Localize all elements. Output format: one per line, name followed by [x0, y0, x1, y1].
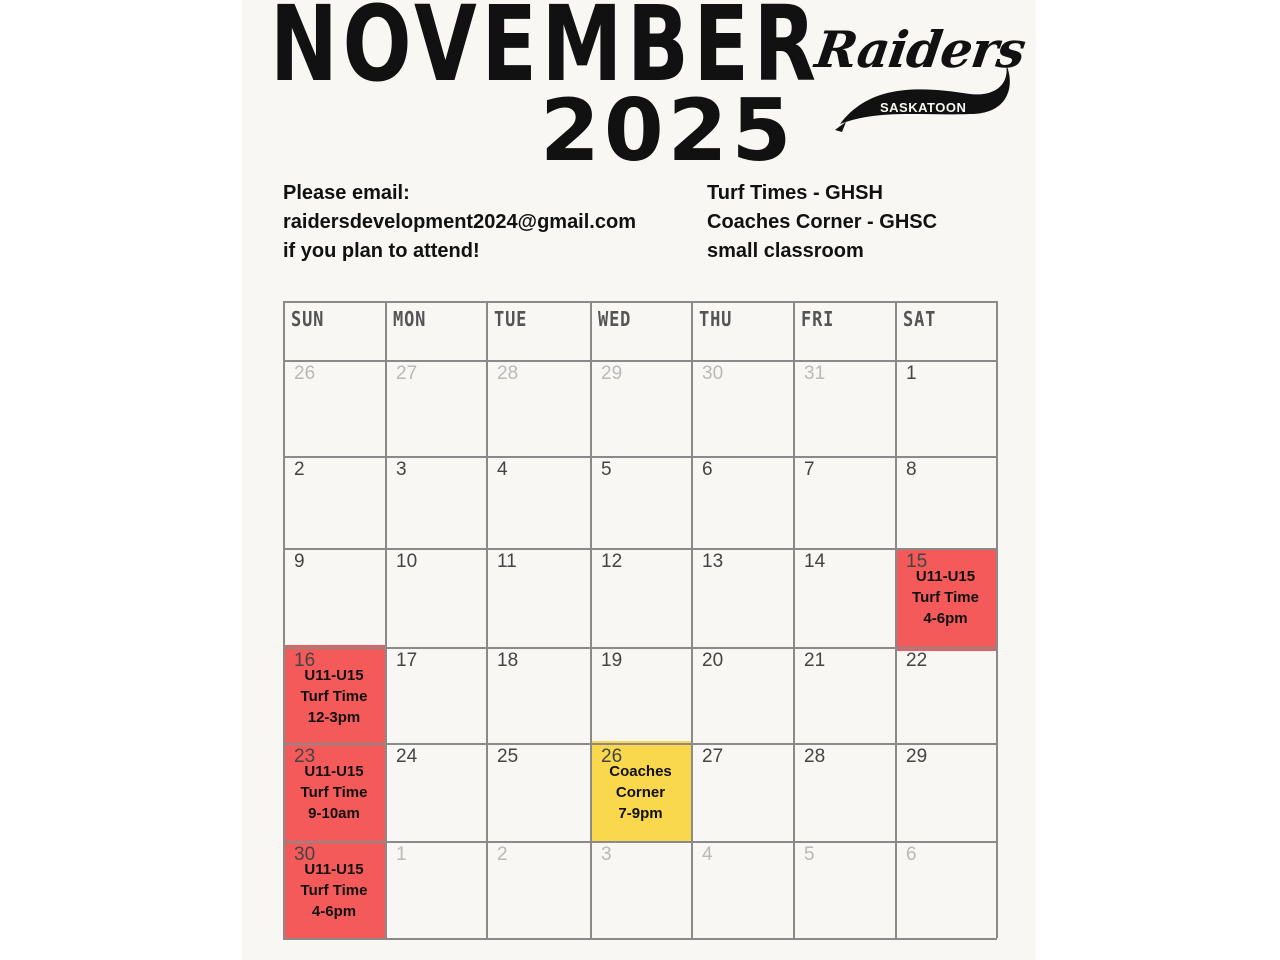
day-number[interactable]: 13 [702, 551, 724, 572]
location-legend [707, 179, 937, 266]
day-number[interactable]: 15 [906, 551, 928, 572]
day-number[interactable]: 9 [294, 551, 305, 572]
event-line: Coaches [609, 763, 672, 780]
event-line: Turf Time [300, 688, 368, 705]
day-number[interactable]: 5 [804, 844, 815, 865]
day-number[interactable]: 28 [804, 746, 826, 767]
grid-line [283, 456, 997, 458]
event-line: Turf Time [300, 784, 368, 801]
event-label[interactable] [283, 665, 385, 728]
day-number[interactable]: 18 [497, 650, 519, 671]
day-number[interactable]: 21 [804, 650, 826, 671]
legend-line: Coaches Corner - GHSC [707, 211, 938, 233]
day-number[interactable]: 6 [702, 459, 713, 480]
day-number[interactable]: 26 [601, 746, 623, 767]
day-number[interactable]: 23 [294, 746, 316, 767]
weekday-header: SAT [903, 307, 937, 331]
event-line: U11-U15 [304, 861, 364, 878]
day-number[interactable]: 20 [702, 650, 724, 671]
grid-line [283, 841, 997, 843]
day-number[interactable]: 8 [906, 459, 917, 480]
event-line: 9-10am [308, 805, 360, 822]
day-number[interactable]: 2 [497, 844, 508, 865]
day-number[interactable]: 27 [396, 363, 418, 384]
email-address: raidersdevelopment2024@gmail.com [283, 211, 636, 233]
grid-line [283, 647, 997, 649]
day-number[interactable]: 1 [396, 844, 407, 865]
event-line: U11-U15 [915, 568, 976, 585]
day-number[interactable]: 5 [601, 459, 612, 480]
event-label[interactable] [895, 566, 996, 629]
event-line: 4-6pm [923, 610, 968, 627]
day-number[interactable]: 14 [804, 551, 826, 572]
month-title: NOVEMBER [270, 0, 821, 105]
logo-subtitle: SASKATOON [880, 100, 967, 115]
grid-line [283, 548, 997, 550]
grid-line [283, 360, 997, 362]
raiders-logo [810, 14, 1029, 144]
day-number[interactable]: 11 [497, 551, 517, 572]
day-number[interactable]: 29 [906, 746, 928, 767]
day-number[interactable]: 10 [396, 551, 418, 572]
day-number[interactable]: 19 [601, 650, 623, 671]
grid-line [283, 938, 997, 940]
event-label[interactable] [590, 761, 691, 824]
day-number[interactable]: 30 [294, 844, 316, 865]
event-line: U11-U15 [304, 667, 364, 684]
grid-line [283, 301, 997, 303]
logo-wordmark: Raiders [811, 20, 1029, 79]
event-label[interactable] [283, 859, 385, 922]
day-number[interactable]: 16 [294, 650, 316, 671]
grid-line [283, 743, 997, 745]
email-instructions [283, 179, 636, 266]
day-number[interactable]: 31 [804, 363, 826, 384]
day-number[interactable]: 1 [906, 363, 917, 384]
event-line: Corner [615, 784, 666, 801]
weekday-header: FRI [801, 307, 835, 331]
day-number[interactable]: 7 [804, 459, 815, 480]
weekday-header: MON [393, 307, 427, 331]
weekday-header: TUE [494, 307, 528, 331]
day-number[interactable]: 28 [497, 363, 519, 384]
event-line: 12-3pm [307, 709, 361, 726]
day-number[interactable]: 6 [906, 844, 917, 865]
info-line: if you plan to attend! [283, 240, 480, 262]
day-number[interactable]: 17 [396, 650, 418, 671]
event-label[interactable] [283, 761, 385, 824]
day-number[interactable]: 2 [294, 459, 305, 480]
day-number[interactable]: 22 [906, 650, 928, 671]
event-line: 4-6pm [311, 903, 357, 920]
day-number[interactable]: 4 [702, 844, 713, 865]
calendar-grid [283, 301, 996, 938]
day-number[interactable]: 26 [294, 363, 316, 384]
year-title: 2025 [540, 81, 796, 181]
day-number[interactable]: 24 [396, 746, 418, 767]
day-number[interactable]: 3 [601, 844, 612, 865]
legend-line: Turf Times - GHSH [707, 182, 883, 204]
day-number[interactable]: 4 [497, 459, 508, 480]
event-line: 7-9pm [618, 805, 663, 822]
event-line: U11-U15 [304, 763, 364, 780]
weekday-header: SUN [291, 307, 325, 331]
day-number[interactable]: 27 [702, 746, 724, 767]
event-line: Turf Time [300, 882, 368, 899]
day-number[interactable]: 12 [601, 551, 623, 572]
legend-line: small classroom [707, 240, 864, 262]
weekday-header: WED [598, 307, 632, 331]
day-number[interactable]: 25 [497, 746, 519, 767]
day-number[interactable]: 30 [702, 363, 724, 384]
day-number[interactable]: 3 [396, 459, 407, 480]
weekday-header: THU [699, 307, 733, 331]
day-number[interactable]: 29 [601, 363, 623, 384]
event-line: Turf Time [912, 589, 979, 606]
info-line: Please email: [283, 182, 410, 204]
